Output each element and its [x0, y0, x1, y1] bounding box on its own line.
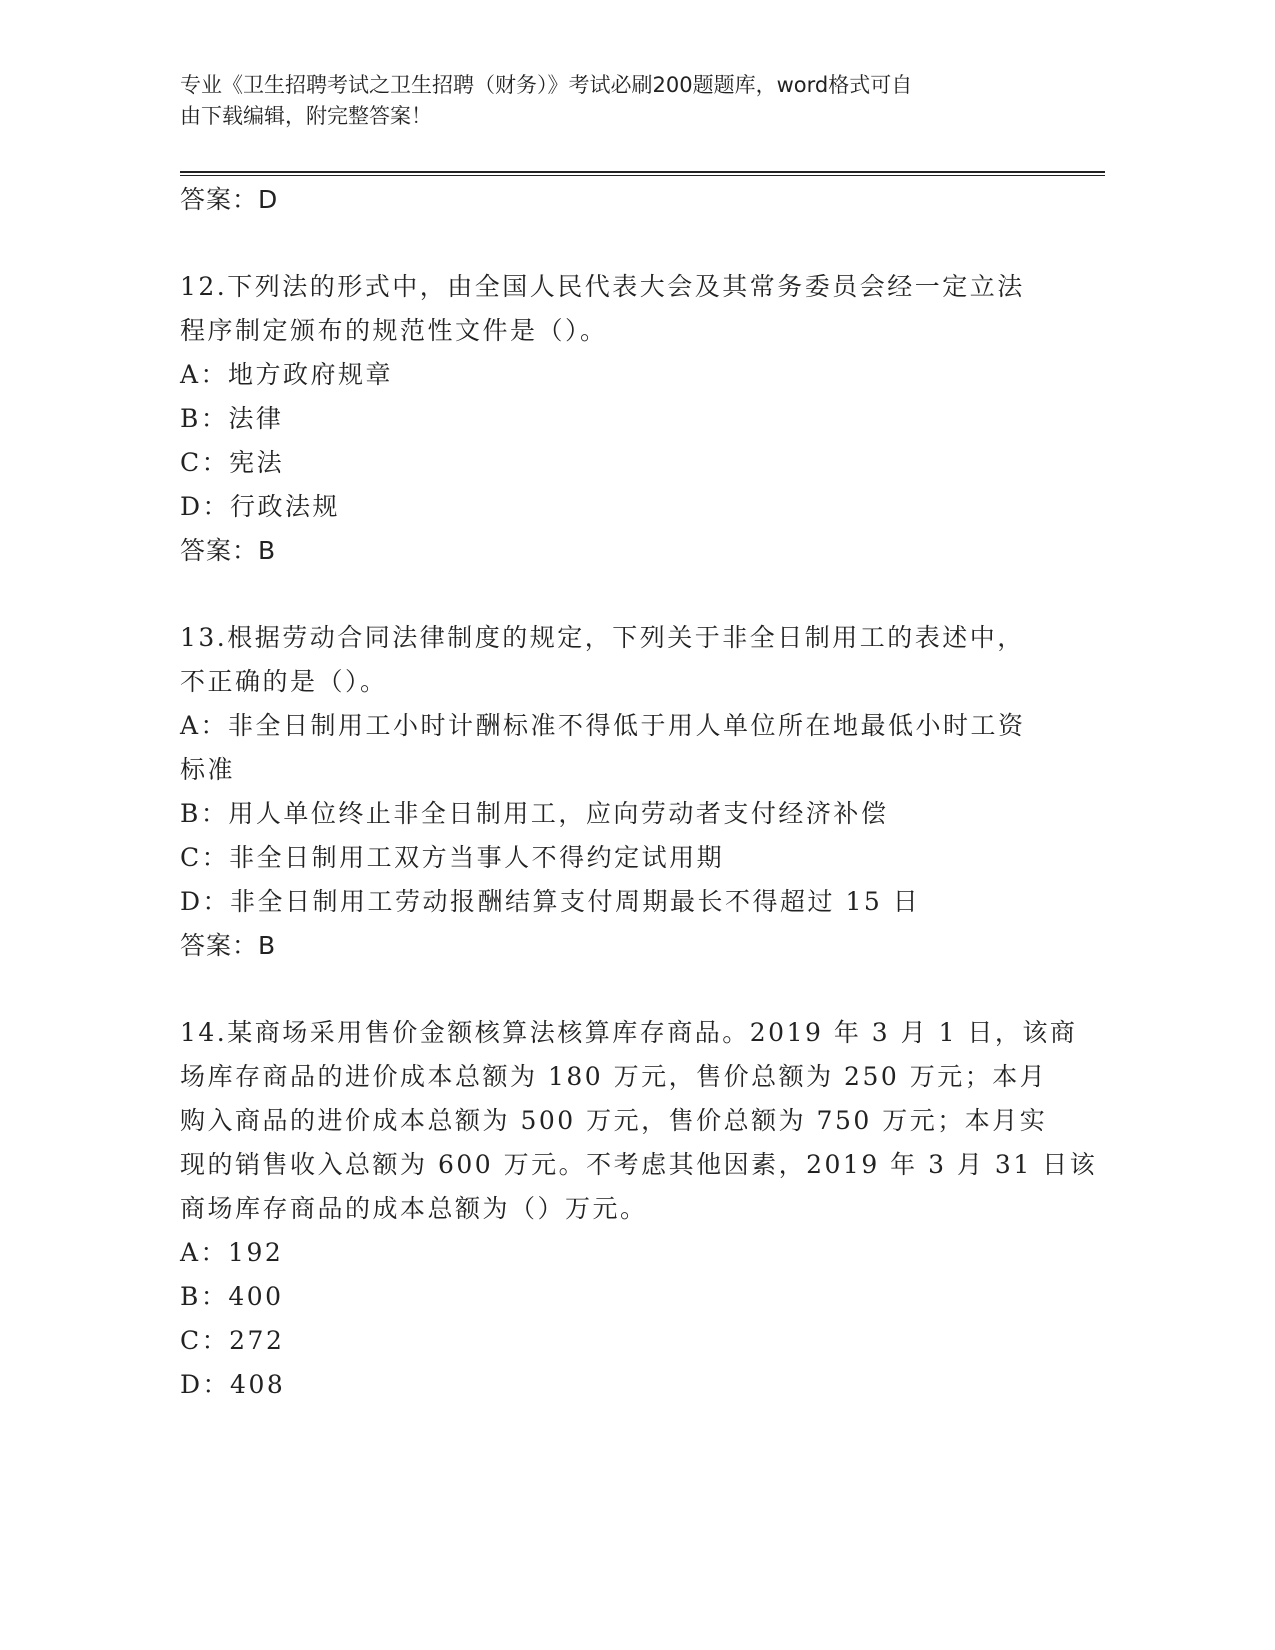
question-14	[180, 1011, 1098, 1407]
option-b: B：法律	[180, 404, 284, 433]
option-c: C：非全日制用工双方当事人不得约定试用期	[180, 843, 725, 872]
spacer	[180, 968, 1060, 1011]
question-stem-line: 购入商品的进价成本总额为 500 万元，售价总额为 750 万元；本月实	[180, 1106, 1048, 1135]
option-c: C：272	[180, 1326, 285, 1355]
question-stem-line: 场库存商品的进价成本总额为 180 万元，售价总额为 250 万元；本月	[180, 1062, 1048, 1091]
question-12	[180, 265, 1060, 573]
question-stem-line: 12.下列法的形式中，由全国人民代表大会及其常务委员会经一定立法	[180, 272, 1025, 301]
option-a: A：地方政府规章	[180, 360, 394, 389]
option-d: D：行政法规	[180, 492, 341, 521]
spacer	[180, 222, 1060, 265]
question-stem-line: 不正确的是（）。	[180, 667, 388, 696]
question-stem-line: 14.某商场采用售价金额核算法核算库存商品。2019 年 3 月 1 日，该商	[180, 1018, 1078, 1047]
spacer	[180, 573, 1060, 616]
question-stem-line: 商场库存商品的成本总额为（）万元。	[180, 1194, 648, 1223]
option-b: B：用人单位终止非全日制用工，应向劳动者支付经济补偿	[180, 799, 889, 828]
question-13	[180, 616, 1060, 968]
previous-answer: 答案：D	[180, 185, 279, 214]
option-c: C：宪法	[180, 448, 285, 477]
header-line-1: 专业《卫生招聘考试之卫生招聘（财务）》考试必刷200题题库，word格式可自	[180, 73, 913, 97]
question-stem-line: 现的销售收入总额为 600 万元。不考虑其他因素，2019 年 3 月 31 日该	[180, 1150, 1098, 1179]
answer-line: 答案：B	[180, 536, 277, 565]
option-b: B：400	[180, 1282, 284, 1311]
question-stem-line: 13.根据劳动合同法律制度的规定，下列关于非全日制用工的表述中，	[180, 623, 1025, 652]
page-header	[180, 70, 1050, 132]
option-a: A：非全日制用工小时计酬标准不得低于用人单位所在地最低小时工资	[180, 711, 1026, 740]
document-body	[180, 178, 1098, 1407]
option-a: A：192	[180, 1238, 284, 1267]
header-divider	[180, 171, 1105, 176]
option-d: D：408	[180, 1370, 286, 1399]
header-line-2: 由下载编辑，附完整答案！	[180, 104, 432, 128]
question-stem-line: 程序制定颁布的规范性文件是（）。	[180, 316, 608, 345]
answer-line: 答案：B	[180, 931, 277, 960]
option-a-continued: 标准	[180, 755, 236, 784]
option-d: D：非全日制用工劳动报酬结算支付周期最长不得超过 15 日	[180, 887, 921, 916]
